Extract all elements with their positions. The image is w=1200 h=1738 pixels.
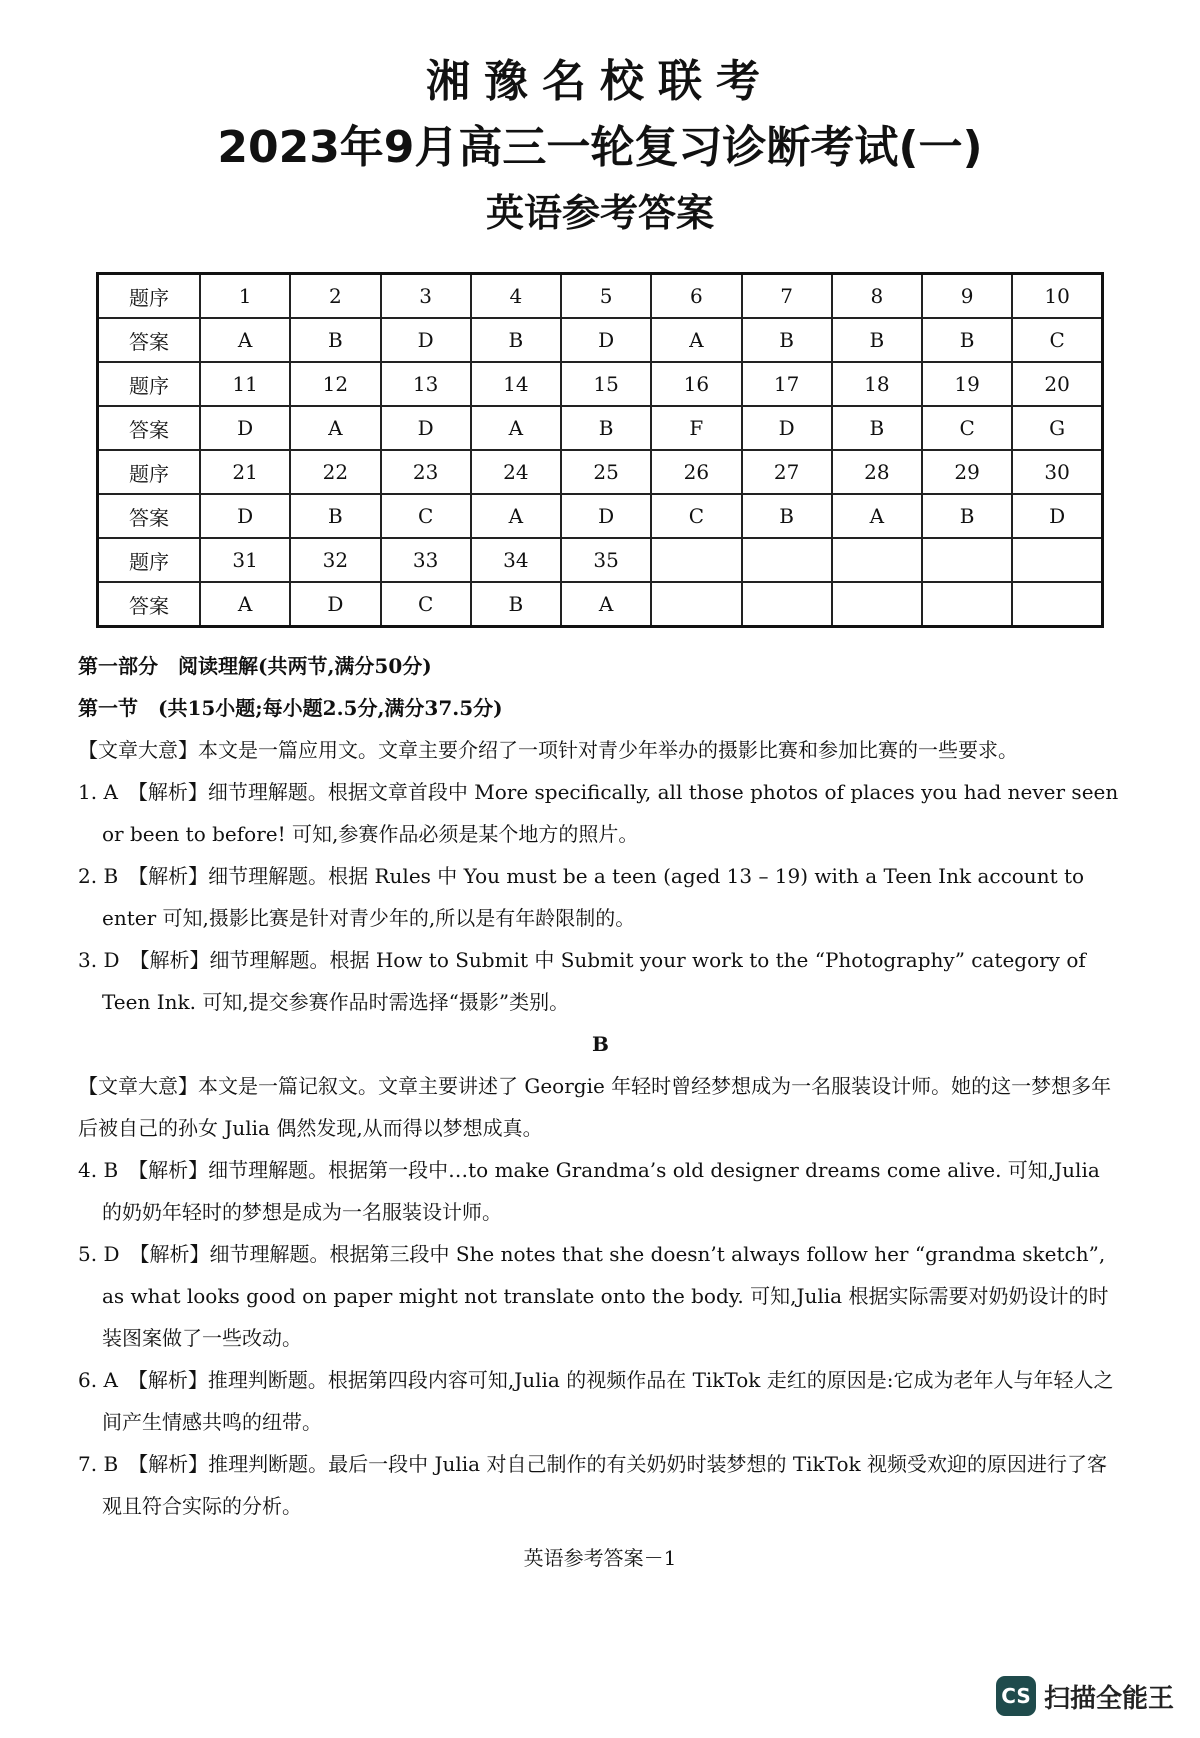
question-number-cell: 31	[200, 538, 290, 582]
question-number-cell: 21	[200, 450, 290, 494]
question-number-cell: 30	[1012, 450, 1102, 494]
question-number-cell: 1	[200, 274, 290, 319]
question-number-cell: 7	[742, 274, 832, 319]
explanation-section	[78, 645, 1123, 1527]
passage-b-heading: B	[592, 1032, 609, 1056]
question-number-cell: 18	[832, 362, 922, 406]
question-number-cell: 16	[651, 362, 741, 406]
question-number-cell: 27	[742, 450, 832, 494]
answer-cell: D	[742, 406, 832, 450]
question-label-cell: 题序	[98, 450, 201, 494]
question-number-cell: 25	[561, 450, 651, 494]
explanation-q3: 3. D 【解析】细节理解题。根据 How to Submit 中 Submit your work to the “Photography” category of Teen Ink. 可知,提交参赛作品时需选择“摄影”类别。	[78, 948, 1086, 1014]
passage-b-summary: 【文章大意】本文是一篇记叙文。文章主要讲述了 Georgie 年轻时曾经梦想成为一名服装设计师。她的这一梦想多年后被自己的孙女 Julia 偶然发现,从而得以梦想成真。	[78, 1074, 1112, 1140]
answer-cell	[742, 582, 832, 627]
question-number-cell: 28	[832, 450, 922, 494]
exam-name-title: 2023年9月高三一轮复习诊断考试(一)	[217, 122, 983, 173]
camscanner-logo-icon: CS	[996, 1676, 1036, 1716]
question-number-cell	[1012, 538, 1102, 582]
explanation-q6: 6. A 【解析】推理判断题。根据第四段内容可知,Julia 的视频作品在 TikTok 走红的原因是:它成为老年人与年轻人之间产生情感共鸣的纽带。	[78, 1368, 1114, 1434]
answer-cell: C	[922, 406, 1012, 450]
question-number-cell: 24	[471, 450, 561, 494]
question-number-cell: 26	[651, 450, 741, 494]
answer-label-cell: 答案	[98, 494, 201, 538]
question-number-cell: 15	[561, 362, 651, 406]
answer-row	[98, 582, 1103, 627]
question-number-cell: 29	[922, 450, 1012, 494]
answer-cell: D	[1012, 494, 1102, 538]
answer-cell: B	[832, 318, 922, 362]
answer-cell	[922, 582, 1012, 627]
answer-label-cell: 答案	[98, 406, 201, 450]
scanner-watermark-text: 扫描全能王	[1044, 1683, 1175, 1714]
question-number-cell: 33	[381, 538, 471, 582]
part-heading: 第一部分 阅读理解(共两节,满分50分)	[78, 654, 432, 678]
answer-cell: A	[200, 318, 290, 362]
answer-cell: D	[561, 494, 651, 538]
question-number-cell: 17	[742, 362, 832, 406]
question-number-cell: 8	[832, 274, 922, 319]
question-number-cell: 19	[922, 362, 1012, 406]
question-number-cell: 2	[290, 274, 380, 319]
page-footer: 英语参考答案－1	[523, 1546, 677, 1570]
question-number-cell: 22	[290, 450, 380, 494]
answer-label-cell: 答案	[98, 582, 201, 627]
answer-cell: B	[922, 318, 1012, 362]
answer-cell: B	[290, 494, 380, 538]
question-number-cell: 11	[200, 362, 290, 406]
question-number-cell	[742, 538, 832, 582]
answer-table	[96, 272, 1104, 628]
question-number-cell: 3	[381, 274, 471, 319]
question-number-cell: 10	[1012, 274, 1102, 319]
answer-cell: A	[832, 494, 922, 538]
answer-cell	[832, 582, 922, 627]
answer-cell: D	[290, 582, 380, 627]
exam-organizer-title: 湘豫名校联考	[426, 56, 774, 107]
answer-cell: B	[471, 582, 561, 627]
answer-cell: B	[561, 406, 651, 450]
question-number-row	[98, 450, 1103, 494]
answer-cell: B	[742, 494, 832, 538]
answer-cell: B	[922, 494, 1012, 538]
question-label-cell: 题序	[98, 362, 201, 406]
answer-cell: C	[381, 494, 471, 538]
question-number-cell: 5	[561, 274, 651, 319]
passage-a-summary: 【文章大意】本文是一篇应用文。文章主要介绍了一项针对青少年举办的摄影比赛和参加比赛的一些要求。	[78, 738, 1018, 762]
answer-cell: A	[471, 406, 561, 450]
answer-row	[98, 318, 1103, 362]
question-number-cell: 20	[1012, 362, 1102, 406]
answer-cell: B	[290, 318, 380, 362]
answer-cell: B	[832, 406, 922, 450]
question-number-cell: 12	[290, 362, 380, 406]
question-number-row	[98, 538, 1103, 582]
question-label-cell: 题序	[98, 538, 201, 582]
answer-cell: D	[200, 406, 290, 450]
answer-cell: C	[1012, 318, 1102, 362]
explanation-q5: 5. D 【解析】细节理解题。根据第三段中 She notes that she doesn’t always follow her “grandma sketch”, as what looks good on paper might not translate onto the body. 可知,Julia 根据实际需要对奶奶设计的时装图案做了一些改动。	[78, 1242, 1109, 1350]
explanation-q1: 1. A 【解析】细节理解题。根据文章首段中 More specifically, all those photos of places you had never seen or been to before! 可知,参赛作品必须是某个地方的照片。	[78, 780, 1119, 846]
answer-cell: B	[471, 318, 561, 362]
question-number-cell: 23	[381, 450, 471, 494]
question-number-cell: 35	[561, 538, 651, 582]
explanation-q4: 4. B 【解析】细节理解题。根据第一段中…to make Grandma’s old designer dreams come alive. 可知,Julia 的奶奶年轻时的梦想是成为一名服装设计师。	[78, 1158, 1100, 1224]
question-number-cell: 32	[290, 538, 380, 582]
answer-label-cell: 答案	[98, 318, 201, 362]
answer-cell: A	[290, 406, 380, 450]
question-number-cell	[922, 538, 1012, 582]
answer-cell: A	[651, 318, 741, 362]
answer-cell: F	[651, 406, 741, 450]
answer-cell: D	[381, 318, 471, 362]
answer-cell: C	[651, 494, 741, 538]
answer-row	[98, 494, 1103, 538]
answer-cell: D	[561, 318, 651, 362]
question-number-row	[98, 274, 1103, 319]
section-heading: 第一节 (共15小题;每小题2.5分,满分37.5分)	[78, 696, 503, 720]
answer-cell: B	[742, 318, 832, 362]
question-number-cell	[651, 538, 741, 582]
answer-cell	[651, 582, 741, 627]
question-number-cell: 14	[471, 362, 561, 406]
answer-cell: D	[381, 406, 471, 450]
answer-cell: C	[381, 582, 471, 627]
question-number-cell: 34	[471, 538, 561, 582]
answer-row	[98, 406, 1103, 450]
question-number-cell: 9	[922, 274, 1012, 319]
question-number-cell: 4	[471, 274, 561, 319]
explanation-q2: 2. B 【解析】细节理解题。根据 Rules 中 You must be a teen (aged 13 – 19) with a Teen Ink account to enter 可知,摄影比赛是针对青少年的,所以是有年龄限制的。	[78, 864, 1085, 930]
title-block	[0, 52, 1200, 242]
answer-cell: A	[471, 494, 561, 538]
question-number-cell	[832, 538, 922, 582]
answer-cell: G	[1012, 406, 1102, 450]
answer-cell: D	[200, 494, 290, 538]
explanation-q7: 7. B 【解析】推理判断题。最后一段中 Julia 对自己制作的有关奶奶时装梦想的 TikTok 视频受欢迎的原因进行了客观且符合实际的分析。	[78, 1452, 1107, 1518]
question-label-cell: 题序	[98, 274, 201, 319]
scanner-watermark	[996, 1676, 1174, 1716]
answer-cell: A	[200, 582, 290, 627]
answer-cell: A	[561, 582, 651, 627]
answer-key-title: 英语参考答案	[485, 191, 714, 235]
question-number-row	[98, 362, 1103, 406]
answer-cell	[1012, 582, 1102, 627]
question-number-cell: 13	[381, 362, 471, 406]
question-number-cell: 6	[651, 274, 741, 319]
